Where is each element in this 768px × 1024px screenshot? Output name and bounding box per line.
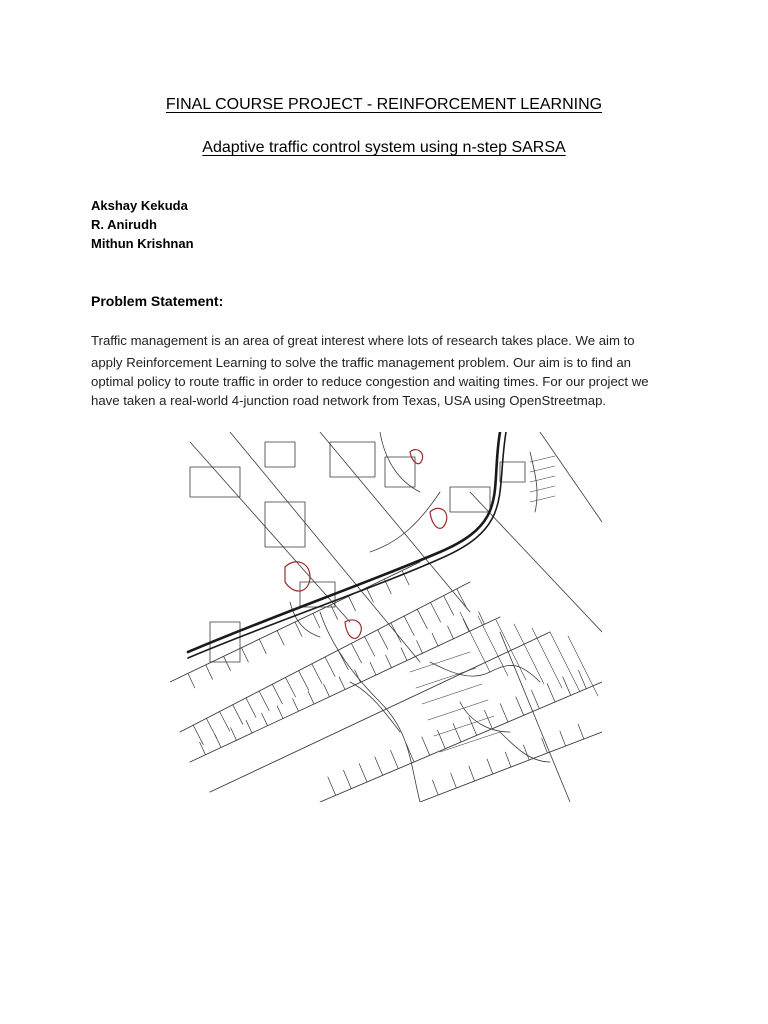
side-street [370, 662, 376, 675]
author-name: R. Anirudh [91, 217, 157, 232]
side-street [349, 596, 356, 610]
side-street [560, 731, 566, 746]
residential-street [422, 684, 482, 704]
side-street [431, 603, 441, 623]
side-street [293, 699, 299, 712]
residential-street [460, 612, 490, 672]
side-street [463, 619, 469, 632]
paragraph-line: have taken a real-world 4-junction road network from Texas, USA using OpenStreetmap. [91, 393, 607, 408]
side-street [448, 626, 454, 639]
residential-street [428, 700, 488, 720]
side-street [286, 678, 296, 698]
building-block [450, 487, 490, 512]
side-street [451, 773, 457, 788]
paragraph-line: Traffic management is an area of great interest where lots of research takes place. We aim to [91, 333, 635, 348]
residential-street [416, 668, 476, 688]
side-street [432, 633, 438, 646]
side-street [259, 691, 269, 711]
dead-end-street [530, 456, 555, 462]
side-street [500, 704, 508, 722]
side-street [422, 737, 430, 755]
side-street [578, 724, 584, 739]
side-street [417, 609, 427, 629]
side-street [246, 720, 252, 733]
side-street [277, 631, 284, 645]
cross-road [230, 432, 420, 662]
road-network-svg [170, 432, 602, 802]
side-street [404, 616, 414, 636]
residential-street [550, 632, 580, 692]
paragraph-line: apply Reinforcement Learning to solve the traffic management problem. Our aim is to find an [91, 355, 631, 370]
side-street [563, 677, 571, 695]
side-street [272, 684, 282, 704]
junction-mark [345, 620, 361, 639]
local-road [370, 492, 440, 552]
dead-end-street [530, 486, 555, 492]
side-street [366, 588, 373, 602]
building-block [265, 502, 305, 547]
side-street [299, 671, 309, 691]
building-block [330, 442, 375, 477]
side-street [193, 725, 203, 745]
side-street [469, 717, 477, 735]
side-street [206, 665, 213, 679]
building-block [265, 442, 295, 467]
road-network-map [170, 432, 602, 802]
side-street [417, 641, 423, 654]
author-name: Mithun Krishnan [91, 236, 194, 251]
cross-road [540, 432, 602, 522]
side-street [365, 637, 375, 657]
side-street [386, 655, 392, 668]
side-street [344, 770, 352, 788]
side-street [325, 657, 335, 677]
side-street [231, 728, 237, 741]
local-road [350, 682, 400, 732]
side-street [313, 613, 320, 628]
side-street [312, 664, 322, 684]
side-street [215, 735, 221, 748]
junction-mark [410, 450, 423, 464]
side-street [224, 656, 231, 670]
side-street [433, 780, 439, 795]
side-street [444, 596, 454, 616]
dead-end-street [530, 476, 555, 482]
local-road [320, 612, 420, 802]
document-subtitle: Adaptive traffic control system using n-step SARSA [202, 139, 566, 156]
side-street [246, 698, 256, 718]
junction-mark [430, 508, 447, 528]
side-street [220, 712, 230, 732]
building-block [500, 462, 525, 482]
side-street [378, 630, 388, 650]
arterial-road [210, 632, 550, 792]
side-street [532, 690, 540, 708]
highway-lane [188, 432, 506, 658]
cross-road [320, 432, 470, 612]
residential-street [514, 624, 544, 684]
side-street [516, 697, 524, 715]
side-street [259, 639, 266, 654]
side-street [547, 684, 555, 702]
side-street [188, 673, 195, 688]
residential-street [440, 732, 500, 752]
document-title: FINAL COURSE PROJECT - REINFORCEMENT LEARNING [165, 96, 603, 113]
cross-road [500, 632, 570, 802]
side-street [469, 766, 475, 781]
road-lines [170, 432, 602, 802]
side-street [351, 643, 361, 663]
side-street [524, 745, 530, 760]
side-street [438, 730, 446, 748]
highway-lines [188, 432, 506, 658]
building-block [190, 467, 240, 497]
residential-street [478, 616, 508, 676]
side-street [479, 612, 485, 625]
junction-mark [285, 562, 310, 591]
side-street [391, 750, 399, 768]
author-name: Akshay Kekuda [91, 198, 188, 213]
side-street [262, 713, 268, 726]
side-street [485, 710, 493, 728]
side-street [453, 724, 461, 742]
local-road [460, 702, 510, 732]
side-street [359, 764, 367, 782]
side-street [324, 684, 330, 697]
side-street [328, 777, 336, 795]
residential-street [568, 636, 598, 696]
residential-street [496, 620, 526, 680]
side-street [241, 648, 248, 662]
side-street [505, 752, 511, 767]
side-street [233, 705, 243, 725]
paragraph-line: optimal policy to route traffic in order to reduce congestion and waiting times. For our project we [91, 374, 649, 389]
highway-lane [188, 432, 500, 652]
dead-end-street [530, 496, 555, 502]
cross-road [190, 442, 350, 622]
side-street [308, 691, 314, 704]
side-street [487, 759, 493, 774]
side-street [401, 648, 407, 661]
residential-street [434, 716, 494, 736]
side-street [277, 706, 283, 719]
side-street [579, 670, 587, 688]
side-street [375, 757, 383, 775]
section-heading: Problem Statement: [91, 293, 224, 309]
local-road [430, 662, 540, 682]
side-street [339, 677, 345, 690]
